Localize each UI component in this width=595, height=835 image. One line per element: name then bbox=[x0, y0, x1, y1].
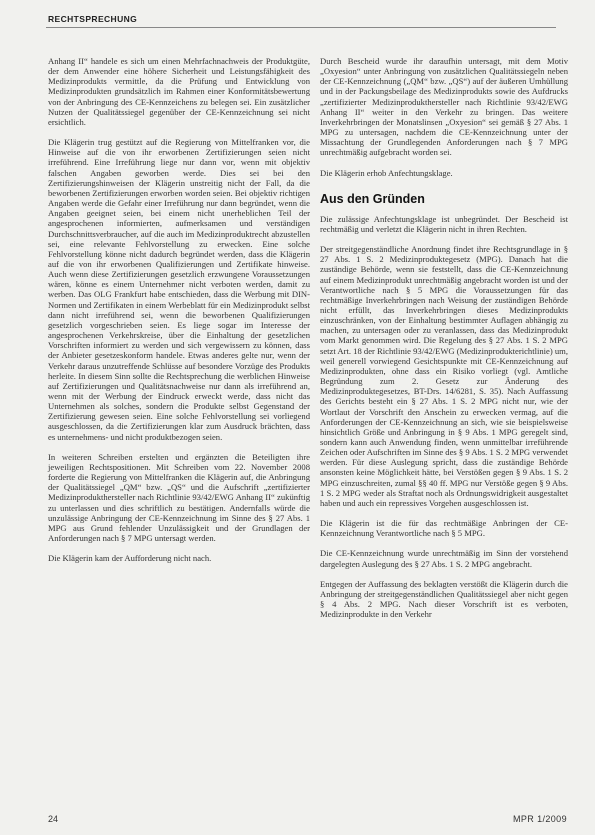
paragraph: Die Klägerin kam der Aufforderung nicht nach. bbox=[48, 553, 212, 564]
paragraph: Anhang II“ handele es sich um einen Mehrfachnachweis der Produktgüte, der dem Anwender eine höhere Sicherheit und Leistungsfähigkeit des Medizinprodukts vermittle, da die Prüfung und Entwicklung von Medizinprodukten grundsätzlich im Rahmen einer Konformitätsbewertung von der Anbringung des CE-Kennzeichens zu belegen sei. Ein zusätzlicher Nutzen der Qualitätssiegel gegenüber der CE-Kennzeichnung sei nicht ersichtlich. bbox=[48, 56, 310, 127]
header-divider bbox=[46, 27, 556, 28]
paragraph: Der streitgegenständliche Anordnung findet ihre Rechtsgrundlage in § 27 Abs. 1 S. 2 Medizinproduktegesetz (MPG). Danach hat die zuständige Behörde, wenn sie feststellt, dass die CE-Kennzeichnung auf einem Medizinprodukt unrechtmäßig angebracht worden ist und der Verantwortliche nach § 5 MPG die Voraussetzungen für das rechtmäßige Inverkehrbringen nach Weisung der zuständigen Behörde nicht erfüllt, das Inverkehrbringen dieses Medizinprodukts einzuschränken, von der Einhaltung bestimmter Auflagen abhängig zu machen, zu untersagen oder zu veranlassen, dass das Medizinprodukt vom Markt genommen wird. Die Regelung des § 27 Abs. 1 S. 2 MPG setzt Art. 18 der Richtlinie 93/42/EWG (Medizinprodukterichtlinie) um, weil generell vorwiegend Gesichtspunkte mit CE-Kennzeichnung auf Medizinprodukten, ohne dass ein Risiko vorliegt (vgl. Amtliche Begründung zum 2. Gesetz zur Änderung des Medizinproduktegesetzes, BT-Drs. 14/6281, S. 35). Nach Auffassung des Gerichts besteht ein § 27 Abs. 1 S. 2 MPG nicht nur, wie der Wortlaut der Vorschrift den Anschein zu erwecken vermag, auf die Anforderungen der CE-Kennzeichnung an sich, wie sie beispielsweise hinsichtlich Größe und Anbringung in § 9 Abs. 1 MPG geregelt sind, sondern kann auch Anwendung finden, wenn unmittelbar irreführende Zeichen oder Aufschriften im Sinne des § 9 Abs. 1 S. 2 MPG verwendet werden. Für diese Auslegung spricht, dass die zuständige Behörde ansonsten keine Möglichkeit hätte, bei Verstößen gegen § 9 Abs. 1 S. 2 MPG einzuschreiten, zumal §§ 40 ff. MPG nur Verstöße gegen § 9 Abs. 1 S. 2 MPG weder als Straftat noch als Ordnungswidrigkeit ausgestaltet haben und auch ein repressives Vorgehen ausgeschlossen ist. bbox=[320, 244, 568, 508]
paragraph: Die zulässige Anfechtungsklage ist unbegründet. Der Bescheid ist rechtmäßig und verletzt die Klägerin nicht in ihren Rechten. bbox=[320, 213, 568, 234]
paragraph: Die Klägerin erhob Anfechtungsklage. bbox=[320, 167, 453, 178]
paragraph: Durch Bescheid wurde ihr daraufhin untersagt, mit dem Motiv „Oxyesion“ unter Anbringung von zusätzlichen Qualitätssiegeln neben der CE-Kennzeichnung („QM“ bzw. „QS“) auf der äußeren Umhüllung und in der Packungsbeilage des Medizinprodukts sowie des Aufdrucks „zertifizierter Medizinprodukthersteller nach Richtlinie 93/42/EWG Anhang II“ weiter in den Verkehr zu bringen. Das weitere Inverkehrbringen der Monatslinsen „Oxyesion“ sei gemäß § 27 Abs. 1 MPG zu untersagen, nachdem die CE-Kennzeichnung unter der Missachtung der Grundlegenden Anforderungen nach § 7 MPG unrechtmäßig aufgebracht worden sei. bbox=[320, 56, 568, 158]
paragraph: Entgegen der Auffassung des beklagten verstößt die Klägerin durch die Anbringung der streitgegenständlichen Qualitätssiegel aber nicht gegen § 4 Abs. 2 MPG. Nach dieser Vorschrift ist es verboten, Medizinprodukte in den Verkehr bbox=[320, 578, 568, 620]
paragraph: Die Klägerin ist die für das rechtmäßige Anbringen der CE-Kennzeichnung Verantwortliche nach § 5 MPG. bbox=[320, 518, 568, 539]
paragraph: Die CE-Kennzeichnung wurde unrechtmäßig im Sinn der vorstehend dargelegten Auslegung des § 27 Abs. 1 S. 2 MPG angebracht. bbox=[320, 548, 568, 569]
page-number: 24 bbox=[48, 814, 59, 824]
paragraph: Die Klägerin trug gestützt auf die Regierung von Mittelfranken vor, die Hinweise auf die von ihr erworbenen Zertifizierungen seien nicht irreführend. Eine Irreführung liege nur dann vor, wenn mit objektiv falschen Angaben geworben werde. Dies sei bei den Zertifizierungshinweisen der Klägerin unstreitig nicht der Fall, da die beworbenen Zertifizierungen erworben worden seien. Bei objektiv richtigen Angaben werde die Gefahr einer Irreführung nur dann begründet, wenn die Angaben geeignet seien, bei einem nicht unerheblichen Teil der angesprochenen informierten, aufmerksamen und verständigen Durchschnittsverbraucher, auf die auch im Medizinproduktrecht abzustellen sei, eine relevante Fehlvorstellung zu erwecken. Eine solche Fehlvorstellung könne nicht dadurch begründet werden, dass die Klägerin auf die von ihr erworbenen Qualifizierungen und Zertifikate hinweise. Auch wenn diese Zertifizierungen gesetzlich erzwungene Voraussetzungen wären, könne es einem Unternehmer nicht verboten werden, damit zu werben. Das OLG Frankfurt habe entschieden, dass die Werbung mit DIN-Normen und Zertifikaten in einem Werbeblatt für ein Medizinprodukt selbst dann nicht irreführend sei, wenn die beworbenen Qualifizierungen gesetzlich vorgeschrieben seien. Es liege sogar im Interesse der angesprochenen Verkehrskreise, über die Einhaltung der gesetzlichen Vorschriften informiert zu werden und sich vergewissern zu können, dass der Anbieter gesetzeskonform handele. Etwas anderes gelte nur, wenn der Verkehr daraus unzutreffende Schlüsse auf besondere Vorzüge des Produkts herleite. In diesem Sinn sollte die Rechtsprechung die werblichen Hinweise auf Zertifizierungen und Qualitätsnachweise nur dann als irreführend an, wenn mit der Werbung der Eindruck erweckt werde, dass nicht das Unternehmen als solches, sondern die Produkte selbst Gegenstand der Zertifizierung gewesen seien. Eine solche Fehlvorstellung sei vorliegend ausgeschlossen, da die Zertifizierungen klar zum Ausdruck brächten, dass es unternehmens- und nicht produktbezogen seien. bbox=[48, 137, 310, 442]
journal-issue: MPR 1/2009 bbox=[512, 814, 567, 824]
section-heading: Aus den Gründen bbox=[320, 191, 425, 206]
paragraph: In weiteren Schreiben erstelten und ergänzten die Beteiligten ihre jeweiligen Rechtspositionen. Mit Schreiben vom 22. November 2008 forderte die Regierung von Mittelfranken die Klägerin auf, die Anbringung der Qualitätssiegel „QM“ bzw. „QS“ und die Aufschrift „zertifizierter Medizinprodukthersteller nach Richtlinie 93/42/EWG Anhang II“ zukünftig zu unterlassen und dies schriftlich zu bestätigen. Andernfalls würde die unzulässige Anbringung der CE-Kennzeichnung im Sinne des § 27 Abs. 1 MPG aus Grund fehlender Unzulässigkeit und der Grundlagen der Anforderungen nach § 7 MPG untersagt werden. bbox=[48, 451, 310, 544]
right-column bbox=[320, 56, 568, 629]
section-header: RECHTSPRECHUNG bbox=[48, 14, 138, 24]
left-column bbox=[48, 56, 310, 573]
